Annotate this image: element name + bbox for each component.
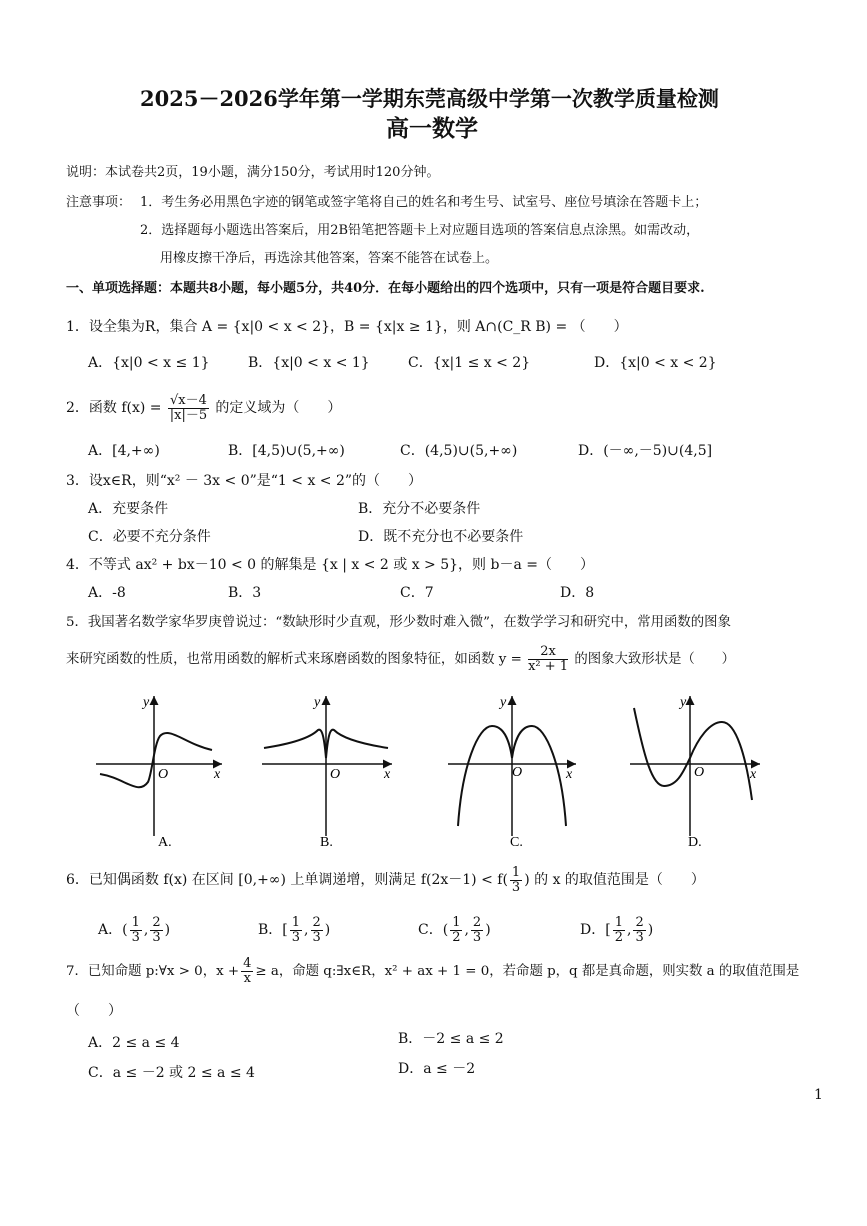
- q6-b-label: B．: [258, 922, 283, 938]
- graph-c-y-label: y: [500, 695, 507, 710]
- q3-stem: 3．设x∈R，则“x² － 3x < 0”是“1 < x < 2”的（ ）: [66, 473, 423, 489]
- q6-a-n2: 2: [152, 914, 161, 930]
- q6-a-close: ): [164, 922, 171, 938]
- q3-option-c: C．必要不充分条件: [88, 529, 211, 545]
- q3-option-d: D．既不充分也不必要条件: [358, 529, 524, 545]
- q2-option-a: A．[4,+∞): [88, 443, 160, 459]
- graph-c-origin: O: [512, 765, 523, 780]
- q6-stem-fraction: [510, 866, 522, 895]
- q7-stem-suffix: ≥ a，命题 q:∃x∈R，x² + ax + 1 = 0，若命题 p，q 都是真命题，则实数 a 的取值范围是: [255, 964, 800, 979]
- q4-option-d: D．8: [560, 585, 595, 601]
- attention-label: 注意事项：: [66, 195, 132, 210]
- q6-c-open: (: [442, 922, 449, 938]
- q5-fraction-num: 2x: [528, 645, 568, 660]
- q5-graphs: [0, 686, 867, 856]
- q6-a-d1: 3: [131, 929, 140, 945]
- q7-option-b: B．－2 ≤ a ≤ 2: [398, 1031, 504, 1047]
- graph-a-label: A.: [158, 835, 172, 850]
- q6-b-d1: 3: [291, 929, 301, 945]
- q6-d-label: D．: [580, 922, 606, 938]
- q6-stem: [66, 862, 705, 898]
- q1-option-c: C．{x|1 ≤ x < 2}: [408, 355, 531, 371]
- q7-stem-fraction: [241, 957, 253, 986]
- q7-option-c: C．a ≤ －2 或 2 ≤ a ≤ 4: [88, 1065, 255, 1081]
- q6-d-frac2: [633, 916, 645, 945]
- q6-stem-prefix: 6．已知偶函数 f(x) 在区间 [0,+∞) 上单调递增，则满足 f(2x－1) < f(: [66, 872, 508, 888]
- q6-d-n1: 1: [614, 914, 623, 930]
- q4-option-c: C．7: [400, 585, 434, 601]
- q5-line2: [66, 642, 735, 678]
- graph-c-x-label: x: [566, 767, 573, 782]
- q6-a-d2: 3: [152, 929, 161, 945]
- q1-stem: 1．设全集为R，集合 A = {x|0 < x < 2}，B = {x|x ≥ 1}，则 A∩(C_R B) = （ ）: [66, 319, 628, 335]
- q2-fraction: [168, 394, 209, 423]
- q2-suffix: 的定义域为（ ）: [215, 400, 342, 416]
- graph-b-y-label: y: [314, 695, 321, 710]
- q6-a-n1: 1: [131, 914, 140, 930]
- q6-c-n1: 1: [452, 914, 461, 930]
- exam-title: 2025－2026学年第一学期东莞高级中学第一次教学质量检测: [140, 86, 719, 111]
- q2-option-c: C．(4,5)∪(5,+∞): [400, 443, 518, 459]
- graph-d-x-label: x: [750, 767, 757, 782]
- graph-d-label: D.: [688, 835, 702, 850]
- q6-b-frac2: [311, 916, 323, 945]
- q2-stem: [66, 390, 341, 426]
- q6-a-frac2: [150, 916, 162, 945]
- q1-option-b: B．{x|0 < x < 1}: [248, 355, 370, 371]
- q6-d-open: [: [605, 922, 611, 938]
- q4-option-a: A．-8: [88, 585, 126, 601]
- attention-item-2-line1: 2．选择题每小题选出答案后，用2B铅笔把答题卡上对应题目选项的答案信息点涂黑。如需改动，: [140, 223, 700, 238]
- q6-c-frac2: [471, 916, 483, 945]
- q5-line2-prefix: 来研究函数的性质，也常用函数的解析式来琢磨函数的图象特征，如函数 y =: [66, 652, 522, 667]
- graph-a-y-label: y: [143, 695, 150, 710]
- q7-option-a: A．2 ≤ a ≤ 4: [88, 1035, 180, 1051]
- graph-c: [448, 695, 576, 850]
- q2-fraction-num: √x－4: [170, 392, 207, 408]
- q7-option-d: D．a ≤ －2: [398, 1061, 476, 1077]
- q6-a-open: (: [122, 922, 128, 938]
- q7-paren: （ ）: [66, 1003, 122, 1019]
- graph-c-label: C.: [510, 835, 523, 850]
- q6-c-label: C．: [418, 922, 443, 938]
- q7-stem-prefix: 7．已知命题 p:∀x > 0，x +: [66, 964, 240, 979]
- q6-d-d2: 3: [635, 929, 644, 945]
- q6-stem-suffix: ) 的 x 的取值范围是（ ）: [524, 872, 705, 888]
- q6-stem-num: 1: [511, 864, 521, 880]
- graph-a: [96, 695, 222, 850]
- q6-b-n1: 1: [291, 914, 301, 930]
- graph-d: [630, 695, 760, 850]
- q6-b-close: ): [324, 922, 331, 938]
- q6-b-d2: 3: [312, 929, 321, 945]
- q7-stem: [66, 954, 799, 990]
- q6-a-label: A．: [98, 922, 123, 938]
- q6-c-d2: 3: [472, 929, 482, 945]
- graph-b-origin: O: [330, 767, 341, 782]
- section-1-heading: 一、单项选择题：本题共8小题，每小题5分，共40分．在每小题给出的四个选项中，只有一项是符合题目要求.: [66, 281, 705, 296]
- q5-fraction-den: x² + 1: [528, 659, 569, 674]
- q6-b-open: [: [282, 922, 288, 938]
- q6-option-d: D．[ $\frac{1}{2}$ , $\frac{2}{3}$ ): [580, 914, 654, 945]
- q6-d-d1: 2: [614, 929, 623, 945]
- q6-a-frac1: [130, 916, 142, 945]
- q6-option-b: B．[ $\frac{1}{3}$ , $\frac{2}{3}$ ): [258, 914, 331, 945]
- q6-d-close: ): [647, 922, 654, 938]
- q6-option-a: A．( $\frac{1}{3}$ , $\frac{2}{3}$ ): [98, 914, 171, 945]
- q1-option-a: A．{x|0 < x ≤ 1}: [88, 355, 210, 371]
- q6-d-n2: 2: [635, 914, 644, 930]
- graph-a-origin: O: [158, 767, 169, 782]
- q1-option-d: D．{x|0 < x < 2}: [594, 355, 717, 371]
- q6-c-frac1: [450, 916, 462, 945]
- q6-d-frac1: [613, 916, 625, 945]
- q5-fraction: [528, 645, 568, 674]
- graph-a-x-label: x: [214, 767, 221, 782]
- q6-c-d1: 2: [452, 929, 461, 945]
- graph-d-y-label: y: [680, 695, 687, 710]
- q6-stem-den: 3: [511, 879, 521, 895]
- exam-subject: 高一数学: [386, 115, 478, 142]
- q6-c-close: ): [485, 922, 491, 938]
- q5-line1: 5．我国著名数学家华罗庚曾说过：“数缺形时少直观，形少数时难入微”，在数学学习和研究中，常用函数的图象: [66, 615, 731, 630]
- q3-option-b: B．充分不必要条件: [358, 501, 481, 517]
- graph-b-label: B.: [320, 835, 333, 850]
- q2-prefix: 2．函数 f(x) =: [66, 400, 162, 416]
- q3-option-a: A．充要条件: [88, 501, 169, 517]
- q6-c-n2: 2: [472, 914, 482, 930]
- q4-option-b: B．3: [228, 585, 262, 601]
- q4-stem: 4．不等式 ax² + bx－10 < 0 的解集是 {x | x < 2 或 x > 5}，则 b－a =（ ）: [66, 557, 594, 573]
- q7-stem-num: 4: [243, 956, 252, 971]
- q2-option-d: D．(－∞,－5)∪(4,5]: [578, 443, 713, 459]
- page-number: 1: [814, 1087, 823, 1103]
- graph-b: [262, 695, 392, 850]
- graph-d-origin: O: [694, 765, 705, 780]
- q6-b-n2: 2: [312, 914, 321, 930]
- attention-item-2-line2: 用橡皮擦干净后，再选涂其他答案，答案不能答在试卷上。: [160, 251, 499, 266]
- q6-option-c: C．( $\frac{1}{2}$ , $\frac{2}{3}$ ): [418, 914, 491, 945]
- q7-stem-den: x: [243, 971, 251, 986]
- q6-b-frac1: [290, 916, 302, 945]
- attention-item-1: 1．考生务必用黑色字迹的钢笔或签字笔将自己的姓名和考生号、试室号、座位号填涂在答题卡上；: [140, 195, 708, 210]
- graph-b-x-label: x: [384, 767, 391, 782]
- exam-description: 说明：本试卷共2页，19小题，满分150分，考试用时120分钟。: [66, 165, 440, 180]
- q2-fraction-den: |x|－5: [169, 407, 208, 423]
- q5-line2-suffix: 的图象大致形状是（ ）: [574, 652, 735, 667]
- q2-option-b: B．[4,5)∪(5,+∞): [228, 443, 345, 459]
